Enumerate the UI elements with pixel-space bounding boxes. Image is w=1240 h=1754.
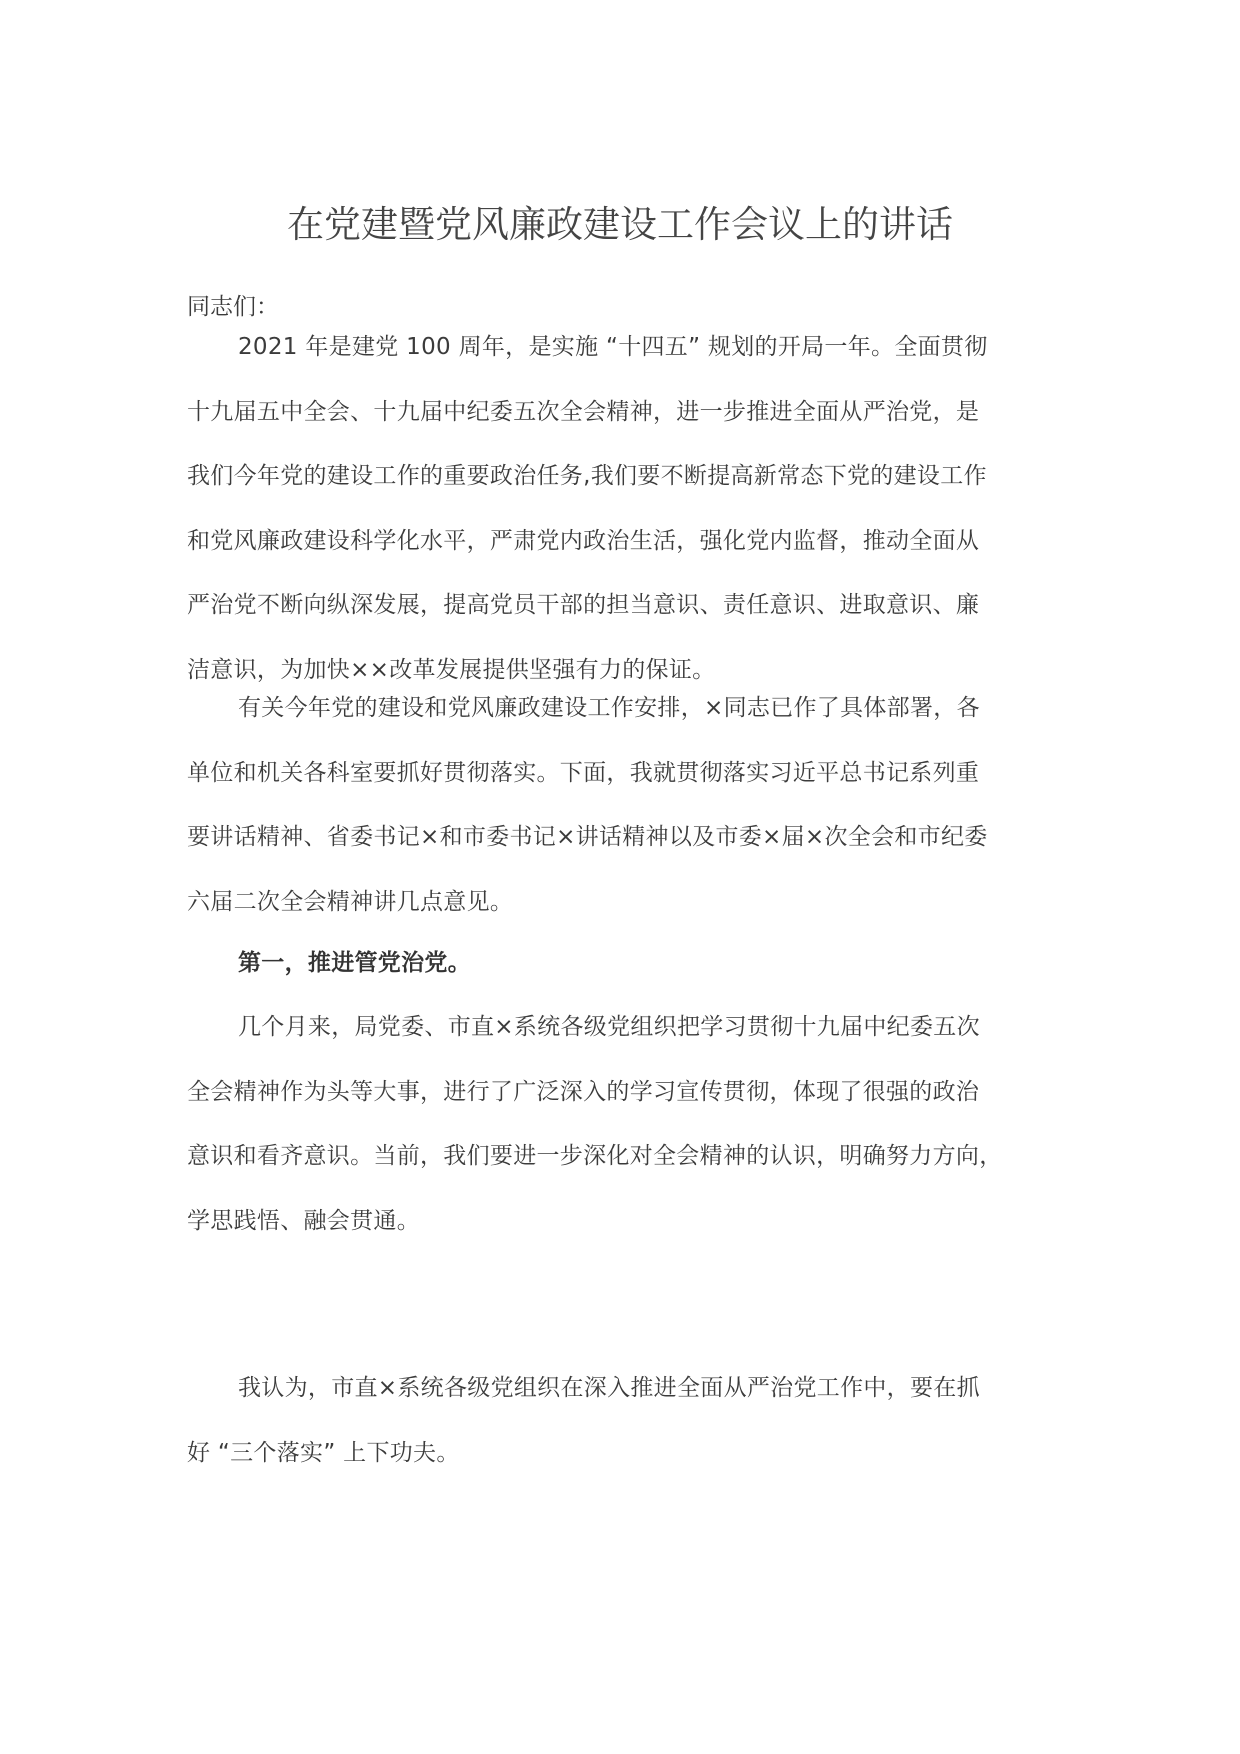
paragraph-line: 要讲话精神、省委书记×和市委书记×讲话精神以及市委×届×次全会和市纪委 bbox=[187, 824, 988, 850]
paragraph-line: 几个月来，局党委、市直×系统各级党组织把学习贯彻十九届中纪委五次 bbox=[238, 1014, 980, 1040]
paragraph-line: 和党风廉政建设科学化水平，严肃党内政治生活，强化党内监督，推动全面从 bbox=[187, 527, 980, 554]
paragraph-line: 洁意识，为加快××改革发展提供坚强有力的保证。 bbox=[187, 656, 716, 683]
paragraph-line: 全会精神作为头等大事，进行了广泛深入的学习宣传贯彻，体现了很强的政治 bbox=[187, 1078, 980, 1105]
paragraph-line: 单位和机关各科室要抓好贯彻落实。下面，我就贯彻落实习近平总书记系列重 bbox=[187, 759, 980, 786]
paragraph-line: 学思践悟、融会贯通。 bbox=[187, 1207, 420, 1234]
paragraph-line: 我们今年党的建设工作的重要政治任务,我们要不断提高新常态下党的建设工作 bbox=[187, 463, 987, 489]
paragraph-1 bbox=[187, 330, 1053, 717]
paragraph-line: 十九届五中全会、十九届中纪委五次全会精神，进一步推进全面从严治党，是 bbox=[187, 398, 980, 425]
paragraph-line: 六届二次全会精神讲几点意见。 bbox=[187, 888, 514, 915]
paragraph-line: 意识和看齐意识。当前，我们要进一步深化对全会精神的认识，明确努力方向， bbox=[187, 1143, 1003, 1169]
paragraph-4 bbox=[187, 1371, 1053, 1500]
document-title: 在党建暨党风廉政建设工作会议上的讲话 bbox=[287, 203, 953, 246]
paragraph-line: 2021 年是建党 100 周年，是实施 “十四五” 规划的开局一年。全面贯彻 bbox=[238, 334, 988, 360]
paragraph-line: 有关今年党的建设和党风廉政建设工作安排，×同志已作了具体部署，各 bbox=[238, 695, 980, 721]
paragraph-3 bbox=[187, 1010, 1053, 1268]
paragraph-2 bbox=[187, 691, 1053, 949]
paragraph-line: 我认为，市直×系统各级党组织在深入推进全面从严治党工作中，要在抓 bbox=[238, 1375, 980, 1401]
salutation: 同志们： bbox=[187, 294, 279, 320]
paragraph-line: 严治党不断向纵深发展，提高党员干部的担当意识、责任意识、进取意识、廉 bbox=[187, 592, 980, 618]
paragraph-line: 好 “三个落实” 上下功夫。 bbox=[187, 1439, 460, 1466]
section-heading: 第一，推进管党治党。 bbox=[238, 950, 471, 976]
section-heading-1 bbox=[187, 946, 1053, 1011]
